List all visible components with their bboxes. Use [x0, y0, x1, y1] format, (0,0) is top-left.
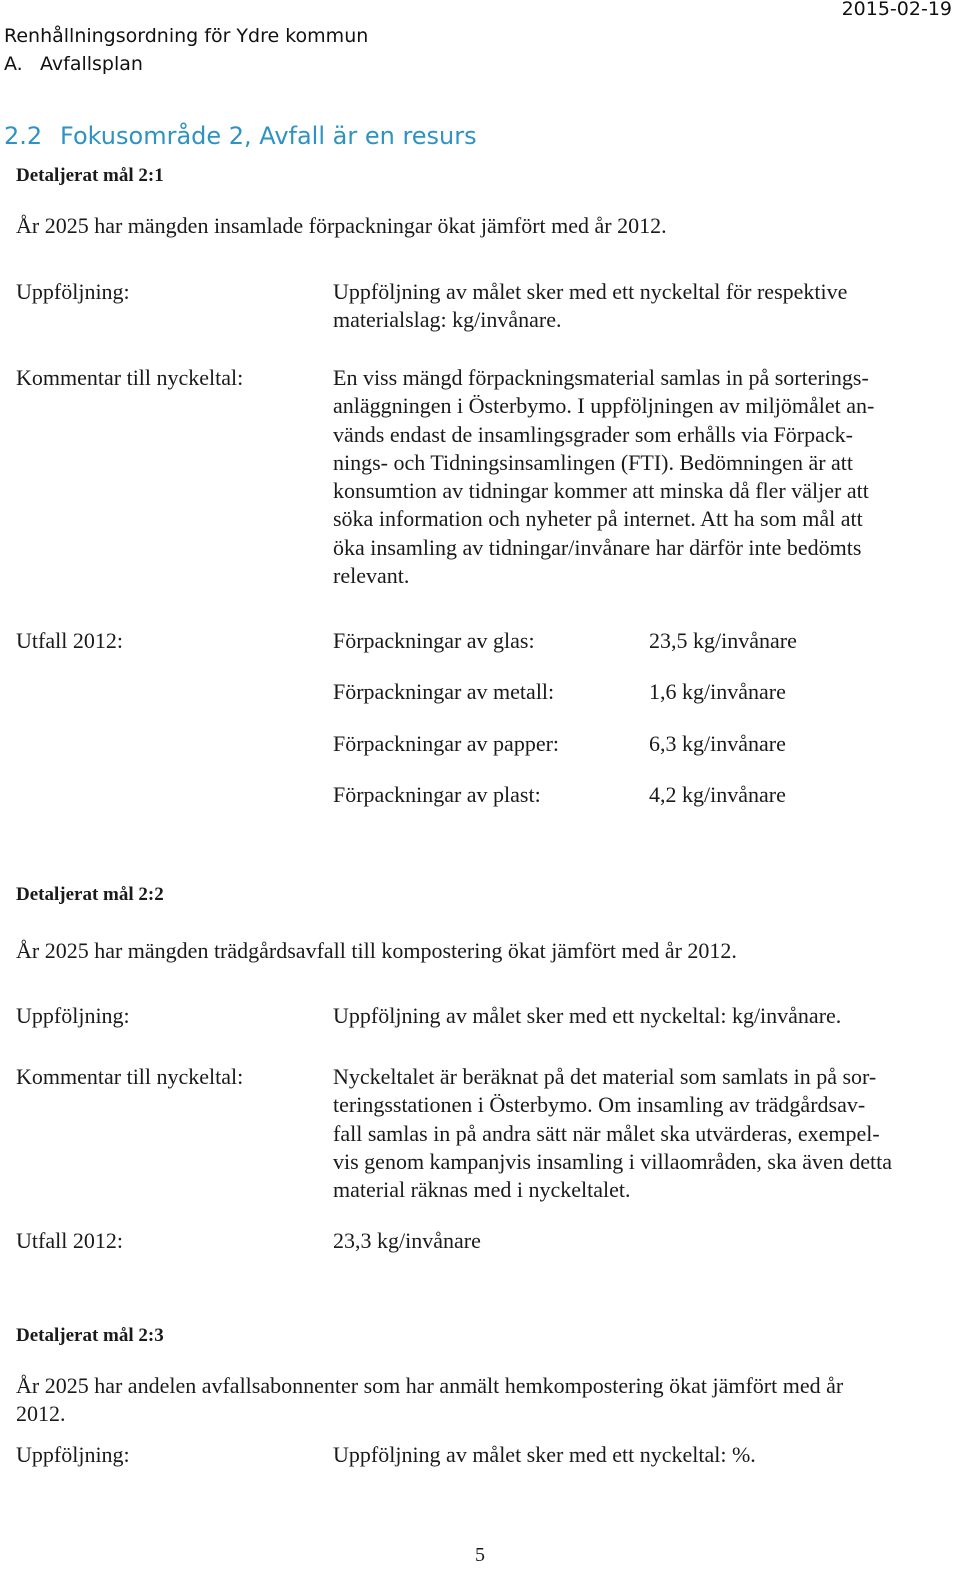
followup-text: Uppföljning av målet sker med ett nyckeltal: %. — [333, 1442, 756, 1467]
outcome-row-value: 4,2 kg/invånare — [649, 782, 786, 807]
outcome-value: 23,3 kg/invånare — [333, 1228, 481, 1253]
goal-statement — [16, 1372, 843, 1429]
comment-line: nings- och Tidningsinsamlingen (FTI). Bedömningen är att — [333, 449, 854, 475]
followup-text: Uppföljning av målet sker med ett nyckeltal: kg/invånare. — [333, 1003, 842, 1028]
outcome-row-label: Förpackningar av plast: — [333, 782, 541, 807]
outcome-label: Utfall 2012: — [16, 628, 123, 653]
outcome-row-value: 23,5 kg/invånare — [649, 628, 797, 653]
followup-label: Uppföljning: — [16, 1442, 130, 1467]
goal-statement: År 2025 har mängden trädgårdsavfall till kompostering ökat jämfört med år 2012. — [16, 938, 737, 963]
outcome-label: Utfall 2012: — [16, 1228, 123, 1253]
subtitle-marker: A. — [4, 53, 23, 75]
outcome-row-value: 6,3 kg/invånare — [649, 731, 786, 756]
document-title: Renhållningsordning för Ydre kommun — [4, 25, 369, 47]
followup-label: Uppföljning: — [16, 1003, 130, 1028]
section-title: Fokusområde 2, Avfall är en resurs — [60, 122, 477, 150]
outcome-row-label: Förpackningar av glas: — [333, 628, 535, 653]
statement-line: 2012. — [16, 1401, 66, 1427]
comment-line: En viss mängd förpackningsmaterial samlas in på sorterings- — [333, 365, 869, 390]
outcome-row-label: Förpackningar av metall: — [333, 679, 555, 704]
outcome-row-label: Förpackningar av papper: — [333, 731, 560, 756]
comment-line: teringsstationen i Österbymo. Om insamling av trädgårdsav- — [333, 1092, 866, 1118]
followup-label: Uppföljning: — [16, 279, 130, 304]
goal-heading: Detaljerat mål 2:1 — [16, 165, 164, 186]
goal-heading: Detaljerat mål 2:2 — [16, 884, 164, 905]
followup-line: Uppföljning av målet sker med ett nyckeltal för respektive — [333, 279, 848, 304]
comment-line: anläggningen i Österbymo. I uppföljningen av miljömålet an- — [333, 393, 875, 419]
comment-line: Nyckeltalet är beräknat på det material som samlats in på sor- — [333, 1064, 877, 1089]
comment-line: vis genom kampanjvis insamling i villaområden, ska även detta — [333, 1148, 893, 1174]
page-number: 5 — [475, 1544, 485, 1566]
section-number: 2.2 — [4, 122, 43, 150]
section-heading — [4, 122, 477, 150]
document-subtitle — [4, 50, 143, 78]
comment-label: Kommentar till nyckeltal: — [16, 1064, 244, 1089]
statement-line: År 2025 har andelen avfallsabonnenter som har anmält hemkompostering ökat jämfört med år — [16, 1373, 844, 1398]
goal-heading: Detaljerat mål 2:3 — [16, 1325, 164, 1346]
comment-text — [333, 1063, 892, 1204]
subtitle-text: Avfallsplan — [40, 53, 143, 75]
outcome-row-value: 1,6 kg/invånare — [649, 679, 786, 704]
document-date: 2015-02-19 — [841, 0, 952, 20]
goal-statement: År 2025 har mängden insamlade förpackningar ökat jämfört med år 2012. — [16, 213, 667, 238]
comment-line: relevant. — [333, 563, 410, 589]
comment-line: material räknas med i nyckeltalet. — [333, 1177, 631, 1203]
followup-line: materialslag: kg/invånare. — [333, 307, 562, 333]
comment-label: Kommentar till nyckeltal: — [16, 365, 244, 390]
comment-line: vänds endast de insamlingsgrader som erhålls via Förpack- — [333, 421, 853, 447]
comment-line: öka insamling av tidningar/invånare har därför inte bedömts — [333, 534, 862, 560]
comment-line: söka information och nyheter på internet. Att ha som mål att — [333, 506, 863, 532]
comment-line: fall samlas in på andra sätt när målet ska utvärderas, exempel- — [333, 1120, 880, 1146]
followup-text — [333, 278, 847, 335]
comment-text — [333, 364, 874, 590]
comment-line: konsumtion av tidningar kommer att minska då fler väljer att — [333, 478, 869, 504]
